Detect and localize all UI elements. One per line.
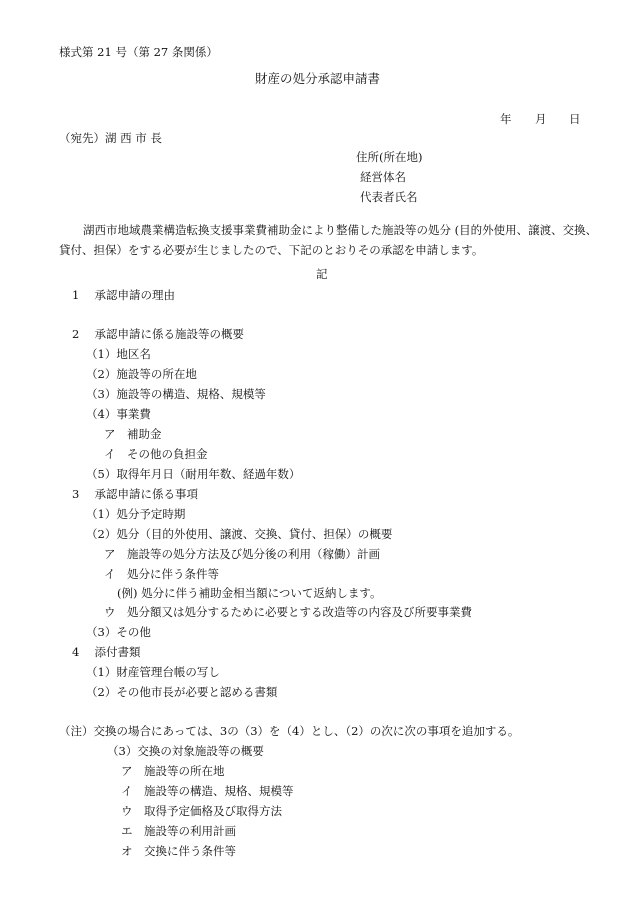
note-sub-item-a: ア 施設等の所在地 [121,764,225,778]
addressee: （宛先）湖 西 市 長 [59,131,162,145]
section-4-item-1: （1）財産管理台帳の写し [86,665,220,679]
applicant-representative-label: 代表者氏名 [360,190,418,204]
form-number: 様式第 21 号（第 27 条関係） [59,45,218,59]
section-2-item-4: （4）事業費 [86,407,151,421]
section-2-item-3: （3）施設等の構造、規格、規模等 [86,387,266,401]
date-month-label: 月 [535,112,547,126]
section-3-heading: 3 承認申請に係る事項 [72,487,198,501]
note-sub-heading: （3）交換の対象施設等の概要 [107,744,264,758]
section-1-heading: 1 承認申請の理由 [72,288,175,302]
section-4-heading: 4 添付書類 [72,645,141,659]
section-2-item-2: （2）施設等の所在地 [86,367,197,381]
body-paragraph-line-2: 貸付、担保）をする必要が生じましたので、下記のとおりその承認を申請します。 [59,243,484,257]
ki-heading: 記 [316,267,328,281]
section-3-item-2-i: イ 処分に伴う条件等 [104,567,219,581]
section-3-item-3: （3）その他 [86,625,151,639]
section-3-item-2-example: (例) 処分に伴う補助金相当額について返納します。 [117,586,382,600]
body-paragraph-line-1: 湖西市地域農業構造転換支援事業費補助金により整備した施設等の処分 (目的外使用、譲渡、交換、 [83,223,598,237]
section-2-item-4-i: イ その他の負担金 [104,447,208,461]
document-title: 財産の処分承認申請書 [255,71,381,86]
applicant-entity-label: 経営体名 [360,170,406,184]
section-3-item-1: （1）処分予定時期 [86,507,186,521]
section-4-item-2: （2）その他市長が必要と認める書類 [86,685,278,699]
applicant-address-label: 住所(所在地) [356,150,423,164]
note-text: （注）交換の場合にあっては、3の（3）を（4）とし、（2）の次に次の事項を追加する。 [59,724,520,738]
note-sub-item-o: オ 交換に伴う条件等 [121,844,236,858]
date-year-label: 年 [500,112,512,126]
note-sub-item-i: イ 施設等の構造、規格、規模等 [121,784,294,798]
note-sub-item-e: エ 施設等の利用計画 [121,824,236,838]
section-2-item-4-a: ア 補助金 [104,427,162,441]
section-2-heading: 2 承認申請に係る施設等の概要 [72,327,244,341]
note-sub-item-u: ウ 取得予定価格及び取得方法 [121,804,282,818]
date-day-label: 日 [569,112,581,126]
section-3-item-2: （2）処分（目的外使用、譲渡、交換、貸付、担保）の概要 [86,527,393,541]
section-3-item-2-a: ア 施設等の処分方法及び処分後の利用（稼働）計画 [104,547,380,561]
section-2-item-1: （1）地区名 [86,347,151,361]
section-3-item-2-u: ウ 処分額又は処分するために必要とする改造等の内容及び所要事業費 [104,605,472,619]
section-2-item-5: （5）取得年月日（耐用年数、経過年数） [86,467,301,481]
